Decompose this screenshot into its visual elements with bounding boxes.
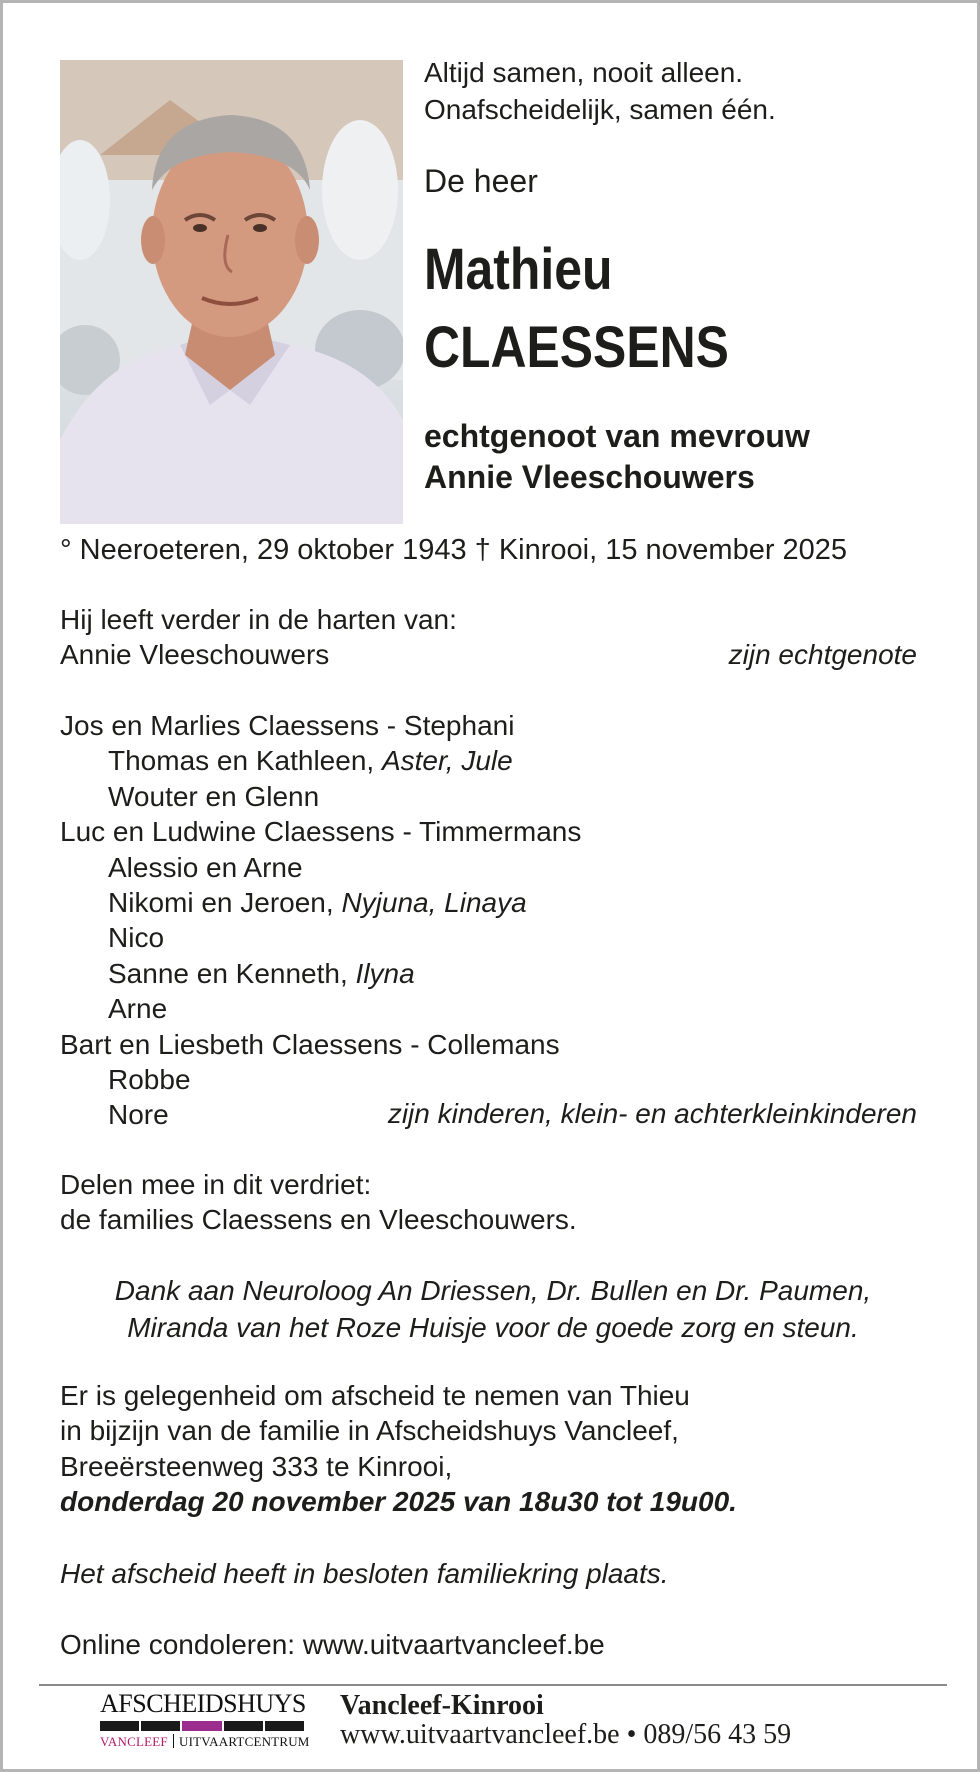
thanks-line-2: Miranda van het Roze Huisje voor de goede zorg en steun.: [127, 1312, 859, 1343]
family-member-names: Arne: [108, 993, 168, 1025]
family-row: [60, 708, 581, 743]
spouse-line-1: echtgenoot van mevrouw: [424, 418, 810, 454]
motto: [424, 54, 776, 128]
survivor-spouse-role: zijn echtgenote: [728, 639, 917, 670]
portrait-photo: [60, 60, 403, 524]
logo-bar-segment: [141, 1721, 180, 1731]
last-name: CLAESSENS: [424, 315, 729, 380]
deceased-name: [424, 231, 729, 387]
grief-block: [60, 1167, 577, 1238]
family-row: [60, 1027, 581, 1062]
family-list: [60, 708, 581, 1133]
footer-company: Vancleef-Kinrooi: [340, 1690, 544, 1721]
family-row: [60, 779, 581, 814]
birth-death-dates: ° Neeroeteren, 29 oktober 1943 † Kinrooi, 15 november 2025: [60, 534, 848, 566]
family-member-names: Nikomi en Jeroen,: [108, 887, 342, 919]
family-row: [60, 920, 581, 955]
farewell-line-2: in bijzijn van de familie in Afscheidshuys Vancleef,: [60, 1415, 679, 1447]
family-row: [60, 814, 581, 849]
survivor-spouse: Annie Vleeschouwers: [60, 639, 330, 670]
logo-bar-segment: [265, 1721, 304, 1731]
family-member-names: Luc en Ludwine Claessens - Timmermans: [60, 816, 582, 848]
children-role: zijn kinderen, klein- en achterkleinkinderen: [387, 1098, 917, 1129]
grief-line-2: de families Claessens en Vleeschouwers.: [60, 1204, 577, 1236]
thanks-line-1: Dank aan Neuroloog An Driessen, Dr. Bullen en Dr. Paumen,: [114, 1275, 872, 1306]
family-member-names: Robbe: [108, 1064, 191, 1096]
family-member-names: Thomas en Kathleen,: [108, 745, 382, 777]
grandchildren-names: Ilyna: [355, 957, 415, 989]
logo-subtitle-brand: VANCLEEF: [100, 1734, 168, 1749]
farewell-block: [60, 1378, 737, 1520]
family-member-names: Sanne en Kenneth,: [108, 957, 356, 989]
family-row: [60, 956, 581, 991]
logo-bar-segment: [182, 1721, 221, 1731]
family-member-names: Wouter en Glenn: [108, 780, 320, 812]
farewell-line-3: Breeërsteenweg 333 te Kinrooi,: [60, 1450, 453, 1482]
family-row: [60, 1062, 581, 1097]
family-row: [60, 743, 581, 778]
salutation: De heer: [424, 163, 538, 199]
logo-title: AFSCHEIDSHUYS: [100, 1689, 306, 1718]
family-member-names: Jos en Marlies Claessens - Stephani: [60, 710, 515, 741]
private-note: Het afscheid heeft in besloten familiekring plaats.: [60, 1558, 669, 1589]
logo-subtitle-type: UITVAARTCENTRUM: [179, 1734, 310, 1749]
grief-line-1: Delen mee in dit verdriet:: [60, 1169, 372, 1200]
family-member-names: Nico: [108, 922, 165, 954]
spouse-line: [424, 416, 810, 498]
grandchildren-names: Nyjuna, Linaya: [341, 887, 527, 919]
logo-color-bar: [100, 1721, 306, 1731]
family-member-names: Bart en Liesbeth Claessens - Collemans: [60, 1028, 560, 1060]
logo-separator: [173, 1734, 174, 1748]
family-row: [60, 850, 581, 885]
footer-contact: www.uitvaartvancleef.be • 089/56 43 59: [340, 1719, 792, 1750]
spouse-line-2: Annie Vleeschouwers: [424, 459, 755, 495]
motto-line-1: Altijd samen, nooit alleen.: [424, 57, 744, 88]
portrait-illustration: [60, 60, 403, 524]
grandchildren-names: Aster, Jule: [381, 745, 513, 777]
first-name: Mathieu: [424, 237, 613, 302]
footer-divider: [39, 1684, 947, 1686]
online-condolences: Online condoleren: www.uitvaartvancleef.be: [60, 1629, 605, 1660]
farewell-date: donderdag 20 november 2025 van 18u30 tot 19u00.: [60, 1486, 737, 1518]
thanks-block: [3, 1272, 980, 1346]
logo-bar-segment: [100, 1721, 139, 1731]
logo-bar-segment: [224, 1721, 263, 1731]
farewell-line-1: Er is gelegenheid om afscheid te nemen van Thieu: [60, 1380, 690, 1411]
survivors-intro: Hij leeft verder in de harten van:: [60, 604, 457, 635]
family-member-names: Alessio en Arne: [108, 851, 303, 883]
family-row: [60, 991, 581, 1026]
motto-line-2: Onafscheidelijk, samen één.: [424, 94, 776, 125]
family-member-names: Nore: [108, 1099, 169, 1131]
family-row: [60, 885, 581, 920]
